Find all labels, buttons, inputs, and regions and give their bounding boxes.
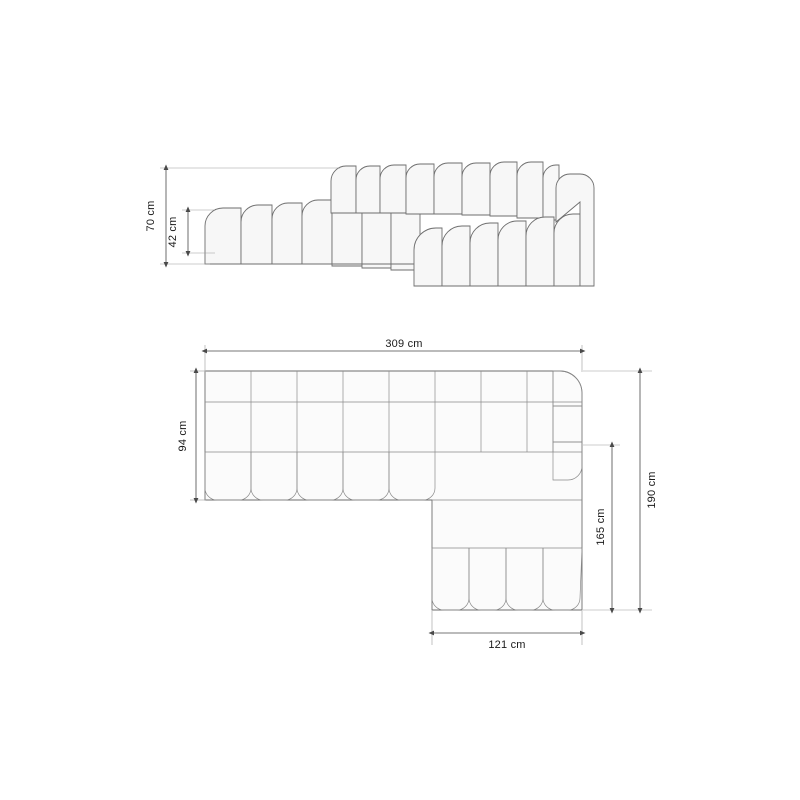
front-elevation-view	[205, 162, 594, 286]
plan-outline	[205, 371, 582, 610]
backrest-run	[331, 162, 559, 220]
dimension-label-backrest-depth: 94 cm	[177, 420, 189, 452]
dimension-label-overall-depth: 190 cm	[646, 471, 658, 509]
top-plan-view	[205, 371, 582, 610]
dimension-label-overall-height: 70 cm	[145, 200, 157, 232]
dimension-label-seat-height: 42 cm	[167, 216, 179, 248]
right-chaise-run	[414, 214, 592, 286]
dimension-label-overall-width: 309 cm	[385, 338, 423, 350]
dimension-label-chaise-width: 121 cm	[488, 639, 526, 651]
dimension-label-chaise-depth: 165 cm	[595, 508, 607, 546]
